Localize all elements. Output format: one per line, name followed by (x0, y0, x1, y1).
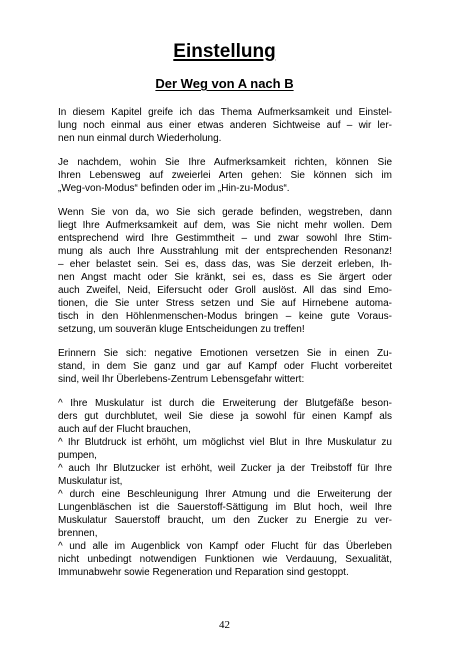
paragraph-intro (58, 106, 392, 145)
paragraph-weg-von (58, 206, 392, 336)
text-line: auch Zweifel, Neid, Eifersucht oder Groll auslöst. All das sind Emo- (58, 285, 392, 296)
text-line: lung noch einmal aus einer etwas anderen Sichtweise auf – wir ler- (58, 120, 392, 131)
body-text (58, 106, 392, 579)
text-line: nen nun einmal durch Wiederholung. (58, 133, 222, 144)
list-item-line: ^ Ihr Blutdruck ist erhöht, um möglichst viel Blut in Ihre Muskulatur zu (58, 437, 392, 448)
list-item-line: ^ durch eine Beschleunigung Ihrer Atmung und die Erweiterung der (58, 489, 392, 500)
list-item-line: Muskulatur Sauerstoff braucht, um den Zucker zu Energie zu ver- (58, 515, 392, 526)
text-line: mung als auch Ihre Ausstrahlung mit der entsprechenden Resonanz! (58, 246, 392, 257)
text-line: entsprechend wird Ihre Gestimmtheit – und zwar sowohl Ihre Stim- (58, 233, 392, 244)
text-line: Erinnern Sie sich: negative Emotionen versetzen Sie in einen Zu- (58, 348, 392, 359)
list-item-line: auch auf der Flucht brauchen, (58, 424, 191, 435)
text-line: nen Angst macht oder Sie kränkt, sei es, dass es Sie ärgert oder (58, 272, 392, 283)
text-line: tisch in den Höhlenmenschen-Modus bringen – keine gute Voraus- (58, 311, 392, 322)
text-line: tionen, die Sie unter Stress setzen und Sie auf Hirnebene automa- (58, 298, 392, 309)
page-number: 42 (219, 619, 230, 631)
list-item-line: pumpen, (58, 450, 97, 461)
text-line: Je nachdem, wohin Sie Ihre Aufmerksamkeit richten, können Sie (58, 157, 392, 168)
text-line: liegt Ihre Aufmerksamkeit auf dem, was Sie nicht mehr wollen. Dem (58, 220, 392, 231)
text-line: setzung, um souverän kluge Entscheidungen zu treffen! (58, 324, 305, 335)
text-line: Ihren Lebensweg auf zweierlei Arten gehen: Sie können sich im (58, 170, 392, 181)
text-line: Wenn Sie von da, wo Sie sich gerade befinden, wegstreben, dann (58, 207, 392, 218)
list-item-line: Immunabwehr sowie Regeneration und Reparation sind gestoppt. (58, 567, 349, 578)
text-line: „Weg-von-Modus“ befinden oder im „Hin-zu-Modus“. (58, 183, 290, 194)
list-item-line: ders gut durchblutet, weil Sie diese ja sowohl für einen Kampf als (58, 411, 392, 422)
text-line: – eher belastet sein. Sei es, dass das, was Sie derzeit erleben, Ih- (58, 259, 392, 270)
text-line: sind, weil Ihr Überlebens-Zentrum Lebensgefahr wittert: (58, 374, 305, 385)
paragraph-erinnern (58, 347, 392, 386)
list-item-line: ^ Ihre Muskulatur ist durch die Erweiterung der Blutgefäße beson- (58, 398, 392, 409)
page-subtitle: Der Weg von A nach B (155, 76, 294, 91)
list-item-line: nicht unbedingt notwendigen Funktionen wie Verdauung, Sexualität, (58, 554, 392, 565)
list-item-line: brennen, (58, 528, 98, 539)
paragraph-modes (58, 156, 392, 195)
page-title: Einstellung (173, 41, 276, 62)
list-item-line: Lungenbläschen ist die Sauerstoff-Sättigung im Blut hoch, weil Ihre (58, 502, 392, 513)
text-line: stand, in dem Sie ganz und gar auf Kampf oder Flucht vorbereitet (58, 361, 392, 372)
list-item-line: ^ und alle im Augenblick von Kampf oder Flucht für das Überleben (58, 541, 392, 552)
list-item-line: Muskulatur ist, (58, 476, 123, 487)
text-line: In diesem Kapitel greife ich das Thema Aufmerksamkeit und Einstel- (58, 107, 392, 118)
bullet-list (58, 397, 392, 579)
list-item-line: ^ auch Ihr Blutzucker ist erhöht, weil Zucker ja der Treibstoff für Ihre (58, 463, 392, 474)
